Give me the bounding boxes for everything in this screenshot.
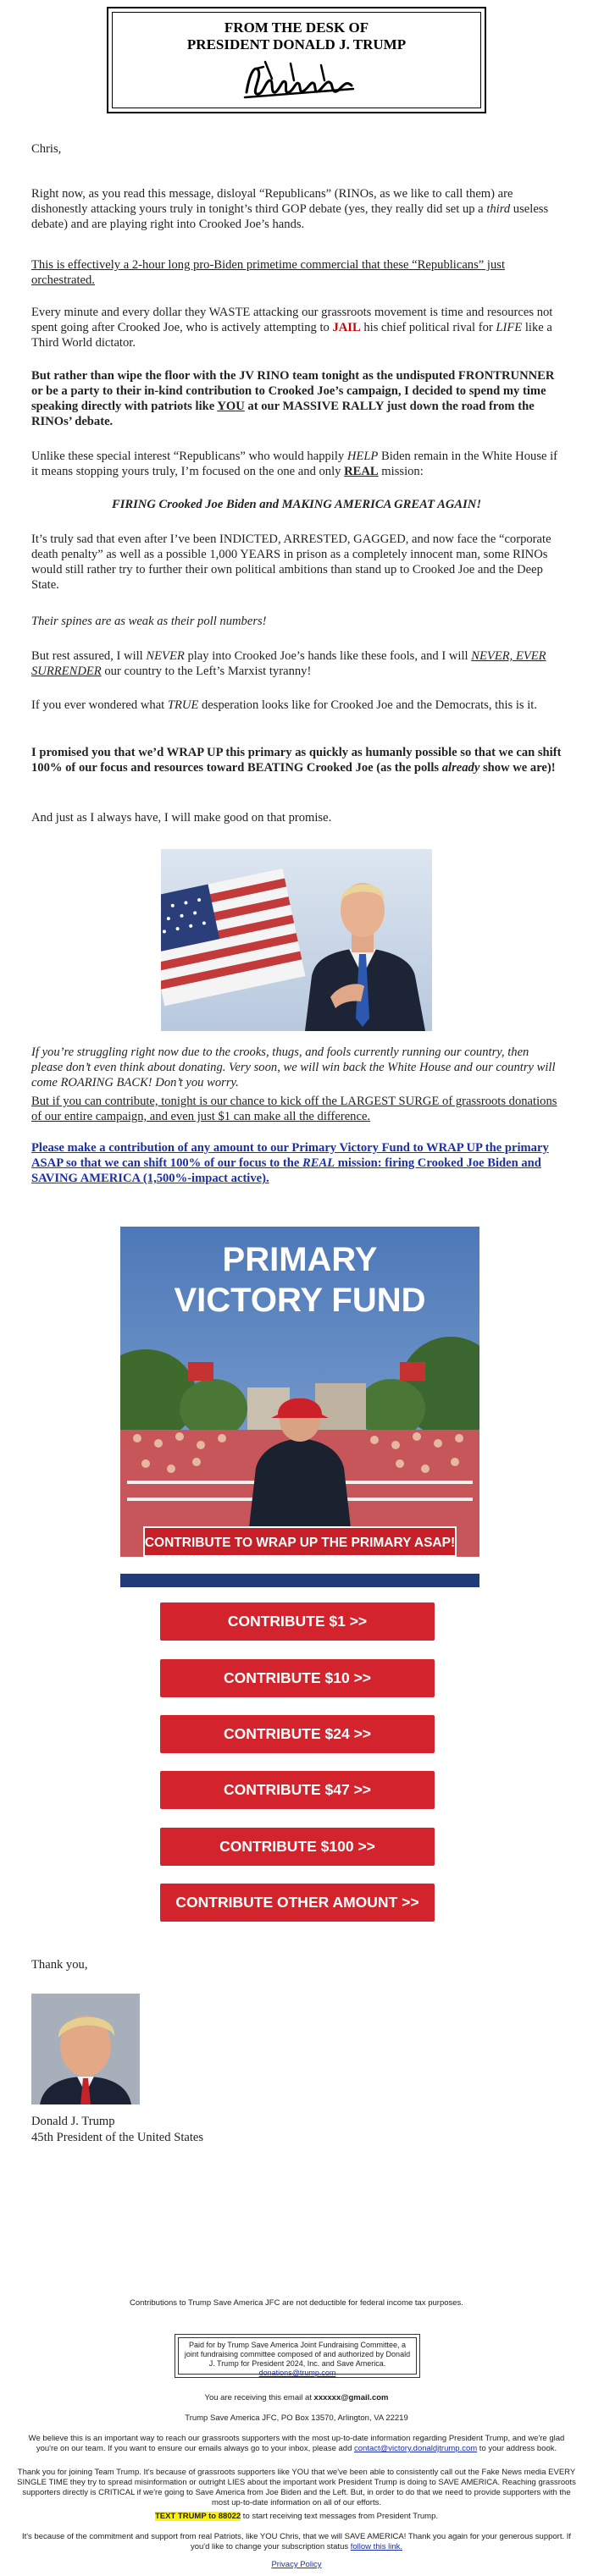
paragraph-11 xyxy=(31,745,562,775)
p3-life: LIFE xyxy=(496,321,523,334)
primary-victory-fund-link[interactable] xyxy=(31,1140,562,1186)
paragraph-7: It’s truly sad that even after I’ve been INDICTED, ARRESTED, GAGGED, and now face the “corporate death penalty” as well as a possible 1,000 YEARS in prison as a completely innocent man, some RINOs would still rather try to further their own political ambitions than stand up to Crooked Joe and the Deep State. xyxy=(31,532,551,592)
important-text-b: to your address book. xyxy=(477,2444,557,2453)
contribute-100-button[interactable]: CONTRIBUTE $100 >> xyxy=(160,1828,435,1866)
trump-flag-illustration xyxy=(161,849,432,1031)
p9-never-ever: NEVER, EVER SURRENDER xyxy=(31,649,546,678)
rally-illustration xyxy=(120,1227,479,1587)
important-text-a: We believe this is an important way to reach our grassroots supporters with the most up-to-date information regarding President Trump, and we're glad you're on our team. If you want to ensure our emails always go to your inbox, please add xyxy=(28,2434,565,2453)
letterhead-line1: FROM THE DESK OF xyxy=(224,19,369,36)
p5-text-e: mission: xyxy=(378,465,424,478)
paragraph-4 xyxy=(31,368,562,429)
footer-important-notice xyxy=(17,2434,576,2454)
p3-text-c: his chief political rival for xyxy=(360,321,496,334)
p4-you: YOU xyxy=(217,400,245,413)
footer-address: Trump Save America JFC, PO Box 13570, Arlington, VA 22219 xyxy=(185,2413,408,2423)
signature-image xyxy=(240,55,358,106)
letterhead-line2: PRESIDENT DONALD J. TRUMP xyxy=(186,36,407,52)
footer-receiving-notice xyxy=(17,2393,576,2403)
banner-title-2: VICTORY FUND xyxy=(174,1282,426,1319)
text-trump-highlight: TEXT TRUMP to 88022 xyxy=(154,2512,241,2521)
privacy-policy-link[interactable]: Privacy Policy xyxy=(271,2560,322,2569)
p5-real: REAL xyxy=(344,465,379,478)
p15-text-a: Please make a contribution of any amount to our Primary Victory Fund to WRAP UP the primary ASAP so that we can shift 100% of our focus to the xyxy=(31,1141,549,1170)
p10-text-a: If you ever wondered what xyxy=(31,698,168,712)
signoff-name: Donald J. Trump xyxy=(31,2115,115,2128)
p9-text-a: But rest assured, I will xyxy=(31,649,147,663)
p11-text-a: I promised you that we’d WRAP UP this primary as quickly as humanly possible so that we can shift 100% of our focus and resources toward BEATING Crooked Joe (as the polls xyxy=(31,746,562,775)
contribute-10-button[interactable]: CONTRIBUTE $10 >> xyxy=(160,1659,435,1697)
footer-commitment-notice xyxy=(17,2532,576,2552)
p10-text-c: desperation looks like for Crooked Joe and the Democrats, this is it. xyxy=(198,698,537,712)
paragraph-2: This is effectively a 2-hour long pro-Biden primetime commercial that these “Republicans” just orchestrated. xyxy=(31,258,505,287)
signoff-thanks: Thank you, xyxy=(31,1958,88,1972)
commitment-text: It's because of the commitment and support from real Patriots, like YOU Chris, that we will SAVE AMERICA! Thank you again for your generous support. If you'd like to change your subscription status xyxy=(21,2532,572,2551)
paid-for-box xyxy=(175,2334,420,2378)
contribute-24-button[interactable]: CONTRIBUTE $24 >> xyxy=(160,1715,435,1753)
p3-text-e: like a Third World dictator. xyxy=(31,321,552,350)
p1-text-b: third xyxy=(486,202,511,216)
contribute-1-button[interactable]: CONTRIBUTE $1 >> xyxy=(160,1602,435,1641)
p9-text-c: play into Crooked Joe’s hands like these fools, and I will xyxy=(184,649,472,663)
p5-text-c: Biden remain in the White House if it means stopping yours truly, I’m focused on the one and only xyxy=(31,450,558,478)
paid-for-inner xyxy=(178,2337,417,2375)
banner-cta: CONTRIBUTE TO WRAP UP THE PRIMARY ASAP! xyxy=(144,1536,456,1550)
banner-title-1: PRIMARY xyxy=(222,1241,378,1278)
p4-text-c: at our MASSIVE RALLY just down the road from the RINOs’ debate. xyxy=(31,400,535,428)
p15-text-c: mission: firing Crooked Joe Biden and SAVING AMERICA (1,500%-impact active). xyxy=(31,1156,541,1185)
footer-joining-notice: Thank you for joining Team Trump. It's because of grassroots supporters like YOU that we've been able to consistently call out the Fake News media EVERY SINGLE TIME they try to spread misinformation or outright LIES about the important work President Trump is doing to SAVE AMERICA. Reaching grassroots supporters directly is CRITICAL if we're going to Save America from Joe Biden and the Left. But, in order to do that we need to provide supporters with the most up-to-date information on all of our efforts. xyxy=(17,2468,576,2507)
p9-never: NEVER xyxy=(146,649,185,663)
p3-text-a: Every minute and every dollar they WASTE attacking our grassroots movement is time and resources not spent going after Crooked Joe, who is actively attempting to xyxy=(31,306,553,334)
paragraph-1 xyxy=(31,186,562,232)
p3-jail: JAIL xyxy=(332,321,361,334)
greeting: Chris, xyxy=(31,142,62,156)
p4-text-a: But rather than wipe the floor with the JV RINO team tonight as the undisputed FRONTRUNNER or be a party to their in-kind contribution to Crooked Joe’s campaign, I decided to spend my time speaking directly with patriots like xyxy=(31,369,555,413)
signoff-title: 45th President of the United States xyxy=(31,2131,204,2144)
p11-already: already xyxy=(441,761,480,775)
headshot-illustration xyxy=(31,1994,140,2104)
paragraph-8: Their spines are as weak as their poll numbers! xyxy=(31,615,267,628)
trump-flag-photo xyxy=(161,849,432,1031)
paragraph-13: If you’re struggling right now due to the crooks, thugs, and fools currently running our country, then please don’t even think about donating. Very soon, we will win back the White House and our country will come ROARING BACK! Don’t you worry. xyxy=(31,1045,556,1089)
paragraph-3 xyxy=(31,305,562,350)
paragraph-9 xyxy=(31,648,562,679)
p1-text-a: Right now, as you read this message, disloyal “Republicans” (RINOs, as we like to call them) are dishonestly attacking yours truly in tonight’s third GOP debate (yes, they really did set up a xyxy=(31,187,513,216)
paragraph-10 xyxy=(31,698,562,713)
paragraph-5 xyxy=(31,449,562,479)
paragraph-12: And just as I always have, I will make good on that promise. xyxy=(31,811,332,825)
letterhead-title xyxy=(113,19,480,53)
paid-for-email-link[interactable]: donations@trump.com xyxy=(258,2369,336,2377)
p5-text-a: Unlike these special interest “Republicans” who would happily xyxy=(31,450,347,463)
unsubscribe-link[interactable]: follow this link. xyxy=(350,2542,402,2551)
footer-text-trump-notice xyxy=(17,2512,576,2522)
paragraph-14: But if you can contribute, tonight is our chance to kick off the LARGEST SURGE of grassroots donations of our entire campaign, and even just $1 can make all the difference. xyxy=(31,1095,557,1123)
paid-for-text: Paid for by Trump Save America Joint Fundraising Committee, a joint fundraising committee composed of and authorized by Donald J. Trump for President 2024, Inc. and Save America. xyxy=(184,2341,411,2368)
trump-headshot-photo xyxy=(31,1994,140,2104)
p15-real: REAL xyxy=(302,1156,335,1170)
primary-victory-fund-banner[interactable] xyxy=(120,1227,479,1587)
contribute-other-amount-button[interactable]: CONTRIBUTE OTHER AMOUNT >> xyxy=(160,1884,435,1922)
p10-true: TRUE xyxy=(167,698,199,712)
contribute-47-button[interactable]: CONTRIBUTE $47 >> xyxy=(160,1771,435,1809)
footer-deductible-notice: Contributions to Trump Save America JFC are not deductible for federal income tax purposes. xyxy=(130,2298,463,2308)
letterhead-inner-border xyxy=(112,12,481,108)
p5-help: HELP xyxy=(346,450,379,463)
p11-text-c: show we are)! xyxy=(479,761,556,775)
footer-privacy xyxy=(17,2560,576,2570)
receiving-text: You are receiving this email at xyxy=(204,2393,314,2402)
paragraph-6: FIRING Crooked Joe Biden and MAKING AMERICA GREAT AGAIN! xyxy=(111,498,482,511)
letterhead xyxy=(107,7,486,113)
p9-text-e: our country to the Left’s Marxist tyranny! xyxy=(101,665,312,678)
p1-text-c: useless debate) and are playing right into Crooked Joe’s hands. xyxy=(31,202,549,231)
text-trump-rest: to start receiving text messages from President Trump. xyxy=(241,2512,439,2521)
contact-email-link[interactable]: contact@victory.donaldjtrump.com xyxy=(354,2444,478,2453)
receiving-email: xxxxxx@gmail.com xyxy=(313,2393,389,2402)
